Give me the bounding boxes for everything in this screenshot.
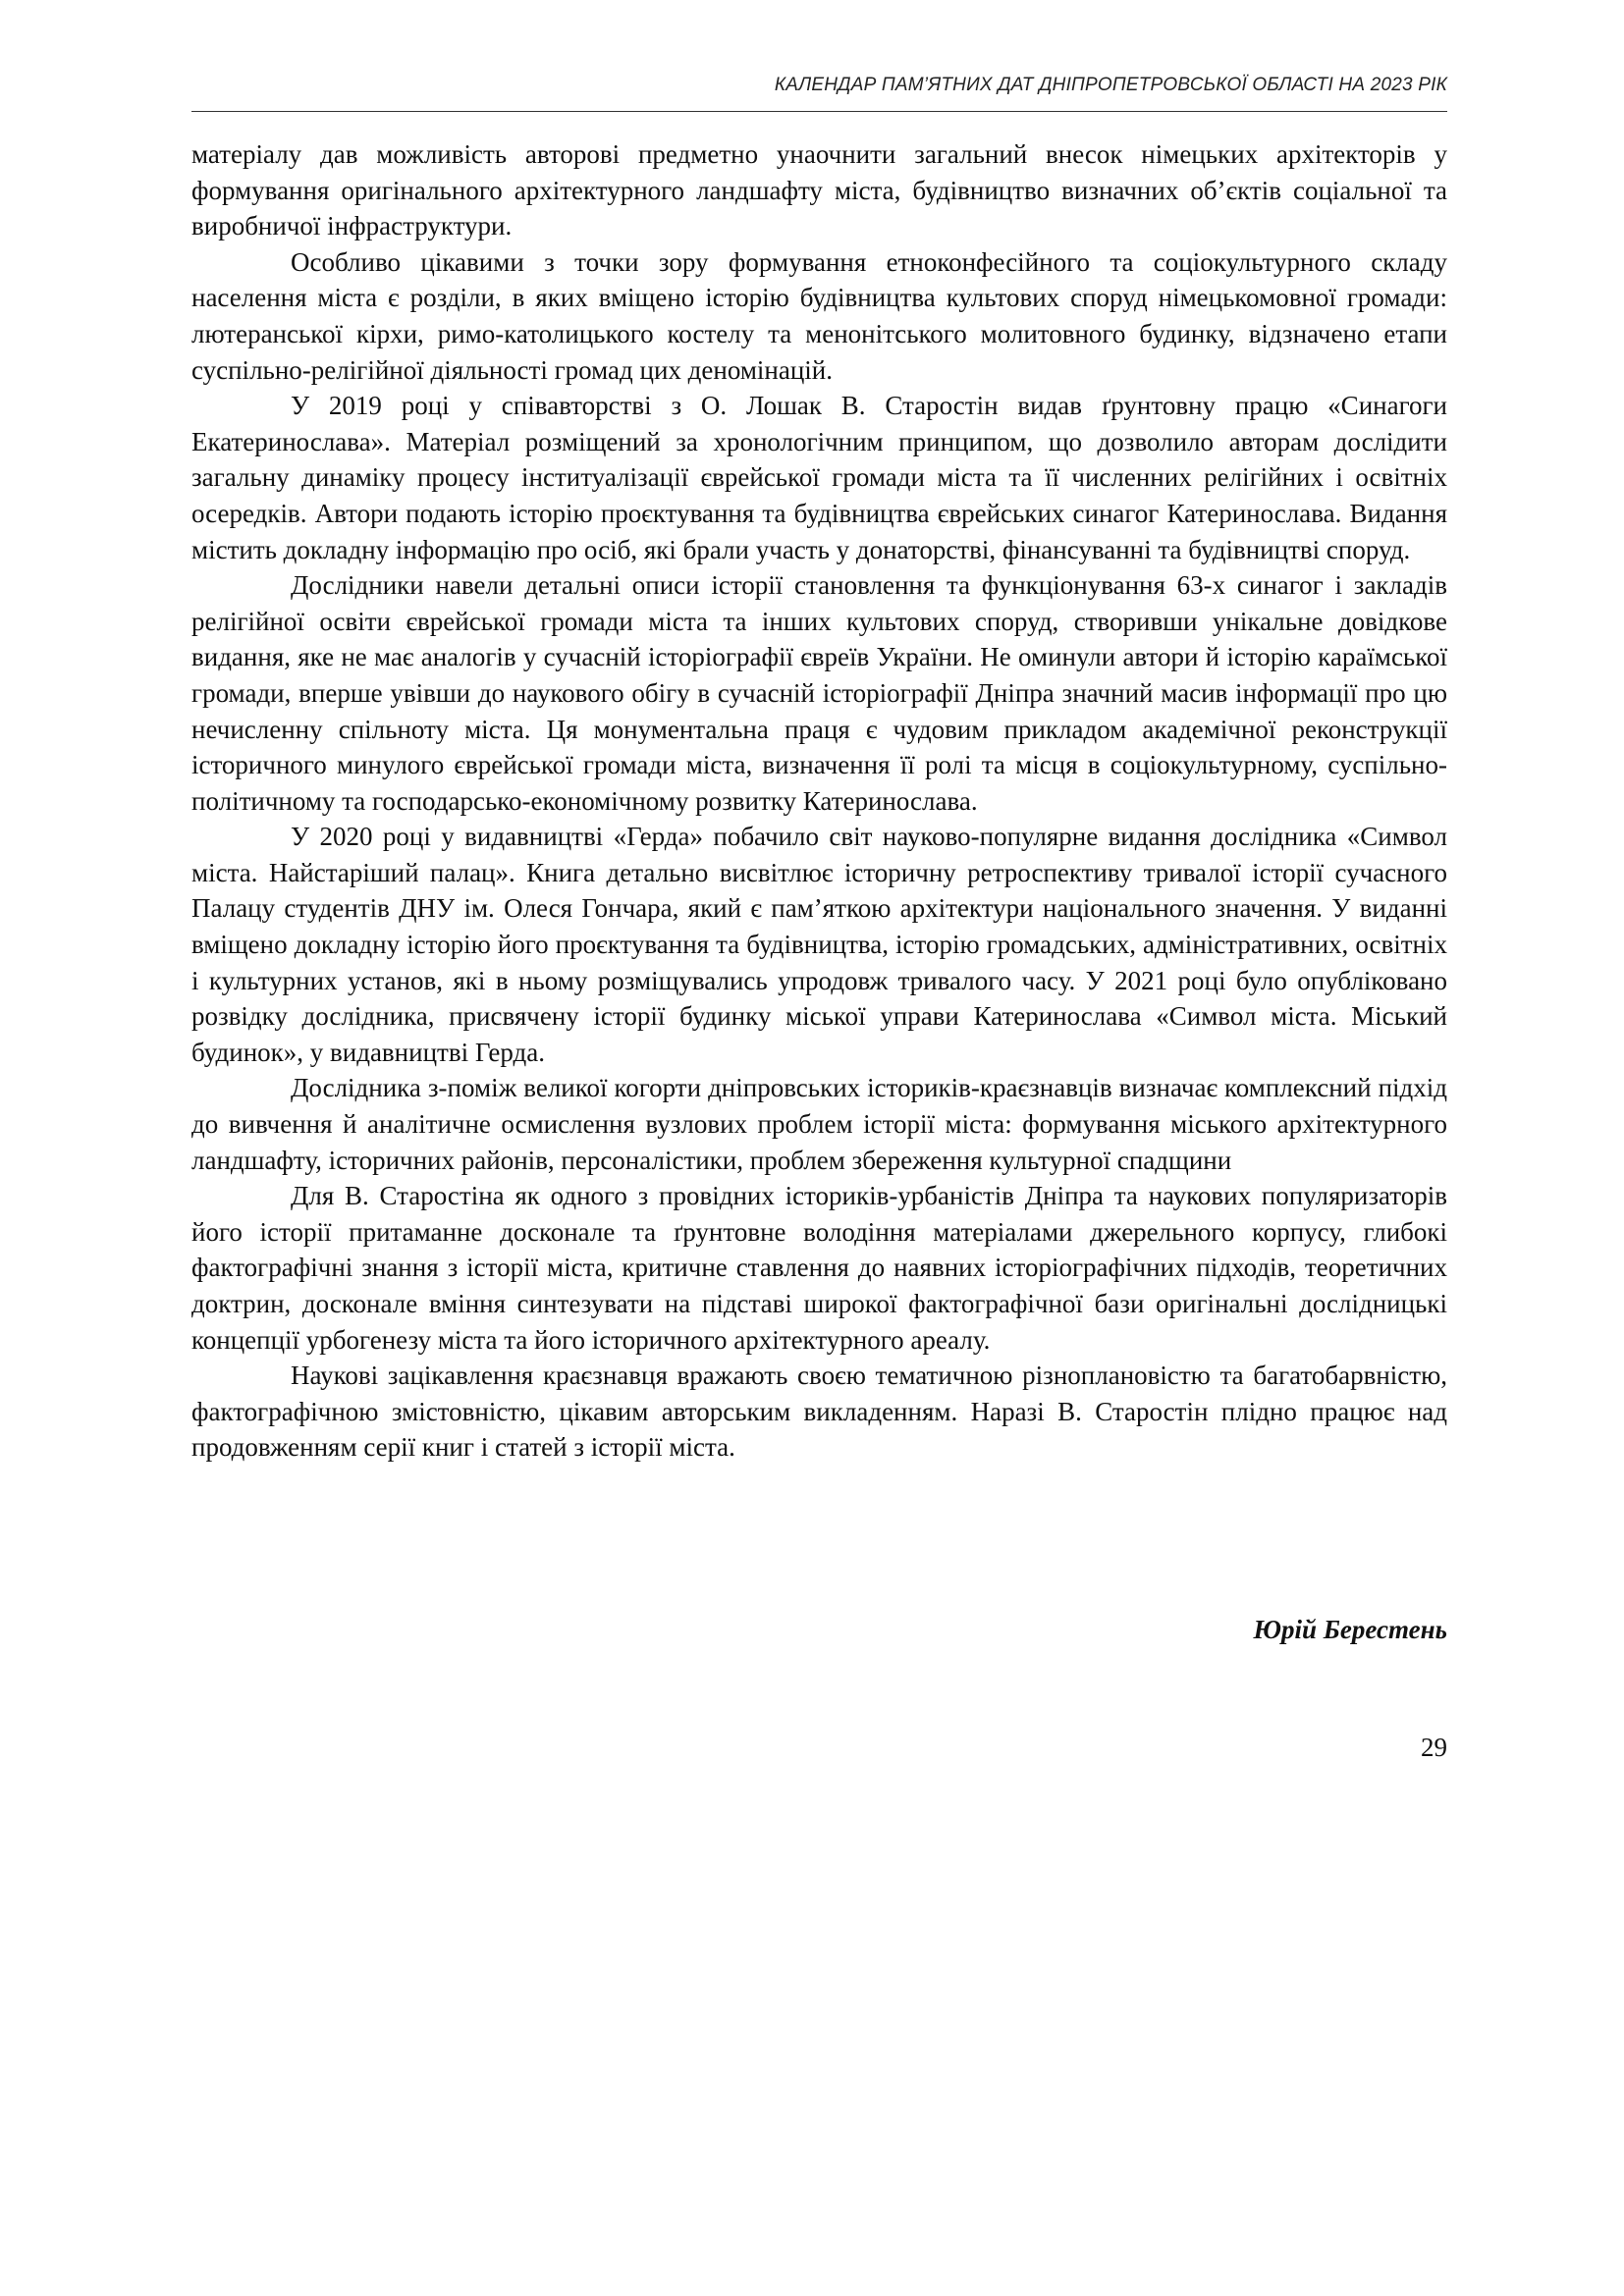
paragraph-7: Для В. Старостіна як одного з провідних істориків-урбаністів Дніпра та наукових популяризаторів його історії притаманне досконале та ґрунтовне володіння матеріалами джерельного корпусу, глибокі фактографічні знання з історії міста, критичне ставлення до наявних історіографічних підходів, теоретичних доктрин, досконале вміння синтезувати на підставі широкої фактографічної бази оригінальні дослідницькі концепції урбогенезу міста та його історичного архітектурного ареалу.	[191, 1181, 1447, 1355]
paragraph-4: Дослідники навели детальні описи історії становлення та функціонування 63-х синагог і закладів релігійної освіти єврейської громади міста та інших культових споруд, створивши унікальне довідкове видання, яке не має аналогів у сучасній історіографії євреїв України. Не оминули автори й історію караїмської громади, вперше увівши до наукового обігу в сучасній історіографії Дніпра значний масив інформації про цю нечисленну спільноту міста. Ця монументальна праця є чудовим прикладом академічної реконструкції історичного минулого єврейської громади міста, визначення її ролі та місця в соціокультурному, суспільно-політичному та господарсько-економічному розвитку Катеринослава.	[191, 570, 1447, 816]
paragraph-8: Наукові зацікавлення краєзнавця вражають своєю тематичною різноплановістю та багатобарвністю, фактографічною змістовністю, цікавим авторським викладенням. Наразі В. Старостін плідно працює над продовженням серії книг і статей з історії міста.	[191, 1361, 1447, 1463]
header-divider	[191, 111, 1447, 112]
paragraph-6: Дослідника з-поміж великої когорти дніпровських істориків-краєзнавців визначає комплексний підхід до вивчення й аналітичне осмислення вузлових проблем історії міста: формування міського архітектурного ландшафту, історичних районів, персоналістики, проблем збереження культурної спадщини	[191, 1073, 1447, 1175]
paragraph-1: матеріалу дав можливість авторові предметно унаочнити загальний внесок німецьких архітекторів у формування оригінального архітектурного ландшафту міста, будівництво визначних об’єктів соціальної та виробничої інфраструктури.	[191, 139, 1447, 241]
running-header: КАЛЕНДАР ПАМ’ЯТНИХ ДАТ ДНІПРОПЕТРОВСЬКОЇ ОБЛАСТІ НА 2023 РІК	[774, 75, 1447, 95]
article-body	[191, 136, 1447, 1466]
paragraph-2: Особливо цікавими з точки зору формування етноконфесійного та соціокультурного складу населення міста є розділи, в яких вміщено історію будівництва культових споруд німецькомовної громади: лютеранської кірхи, римо-католицького костелу та менонітського молитовного будинку, відзначено етапи суспільно-релігійної діяльності громад цих деномінацій.	[191, 246, 1447, 385]
page-number: 29	[1421, 1733, 1447, 1762]
author-signature: Юрій Берестень	[1253, 1615, 1447, 1644]
paragraph-5: У 2020 році у видавництві «Герда» побачило світ науково-популярне видання дослідника «Символ міста. Найстаріший палац». Книга детально висвітлює історичну ретроспективу тривалої історії сучасного Палацу студентів ДНУ ім. Олеся Гончара, який є пам’яткою архітектури національного значення. У виданні вміщено докладну історію його проєктування та будівництва, історію громадських, адміністративних, освітніх і культурних установ, які в ньому розміщувались упродовж тривалого часу. У 2021 році було опубліковано розвідку дослідника, присвячену історії будинку міської управи Катеринослава «Символ міста. Міський будинок», у видавництві Герда.	[191, 822, 1447, 1067]
paragraph-3: У 2019 році у співавторстві з О. Лошак В. Старостін видав ґрунтовну працю «Синагоги Екатеринослава». Матеріал розміщений за хронологічним принципом, що дозволило авторам дослідити загальну динаміку процесу інституалізації єврейської громади міста та її численних релігійних і освітніх осередків. Автори подають історію проєктування та будівництва єврейських синагог Катеринослава. Видання містить докладну інформацію про осіб, які брали участь у донаторстві, фінансуванні та будівництві споруд.	[191, 391, 1447, 564]
